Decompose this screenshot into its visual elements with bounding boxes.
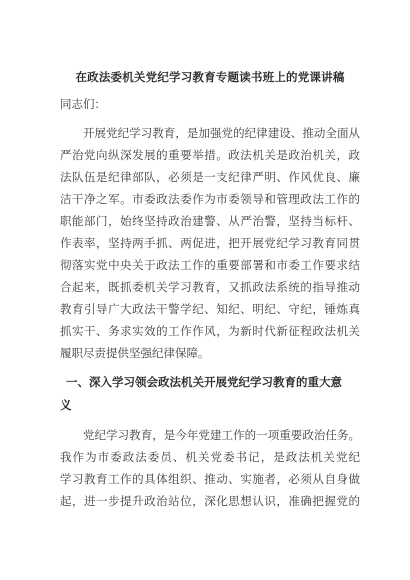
paragraph1-line: 开展党纪学习教育，是加强党的纪律建设、推动全面从 — [83, 126, 360, 140]
paragraph1-line: 抓实干、务求实效的工作作风，为新时代新征程政法机关 — [60, 324, 360, 338]
paragraph1-line: 履职尽责提供坚强纪律保障。 — [60, 346, 210, 360]
paragraph1-line: 职能部门，始终坚持政治建警、从严治警，坚持当标杆、 — [60, 214, 360, 228]
paragraph1-line: 作表率，坚持两手抓、两促进，把开展党纪学习教育同贯 — [60, 236, 360, 250]
paragraph2-line: 我作为市委政法委员、机关党委书记，是政法机关党纪 — [60, 450, 360, 464]
greeting: 同志们： — [60, 97, 106, 111]
paragraph1-line: 彻落实党中央关于政法工作的重要部署和市委工作要求结 — [60, 258, 360, 272]
paragraph1-line: 教育引导广大政法干警学纪、知纪、明纪、守纪，锤炼真 — [60, 302, 360, 316]
paragraph1-line: 法队伍是纪律部队，必须是一支纪律严明、作风优良、廉 — [60, 170, 360, 184]
paragraph2-line: 起，进一步提升政治站位，深化思想认识，准确把握党的 — [60, 494, 360, 508]
paragraph1-line: 洁干净之军。市委政法委作为市委领导和管理政法工作的 — [60, 192, 360, 206]
section-heading-line: 义 — [60, 398, 72, 412]
paragraph2-line: 党纪学习教育，是今年党建工作的一项重要政治任务。 — [83, 428, 360, 442]
paragraph1-line: 合起来，既抓委机关学习教育，又抓政法系统的指导推动 — [60, 280, 360, 294]
section-heading-line: 一、深入学习领会政法机关开展党纪学习教育的重大意 — [66, 375, 342, 389]
document-title: 在政法委机关党纪学习教育专题读书班上的党课讲稿 — [75, 70, 345, 84]
paragraph2-line: 学习教育工作的具体组织、推动、实施者，必须从自身做 — [60, 472, 360, 486]
paragraph1-line: 严治党向纵深发展的重要举措。政法机关是政治机关，政 — [60, 148, 360, 162]
